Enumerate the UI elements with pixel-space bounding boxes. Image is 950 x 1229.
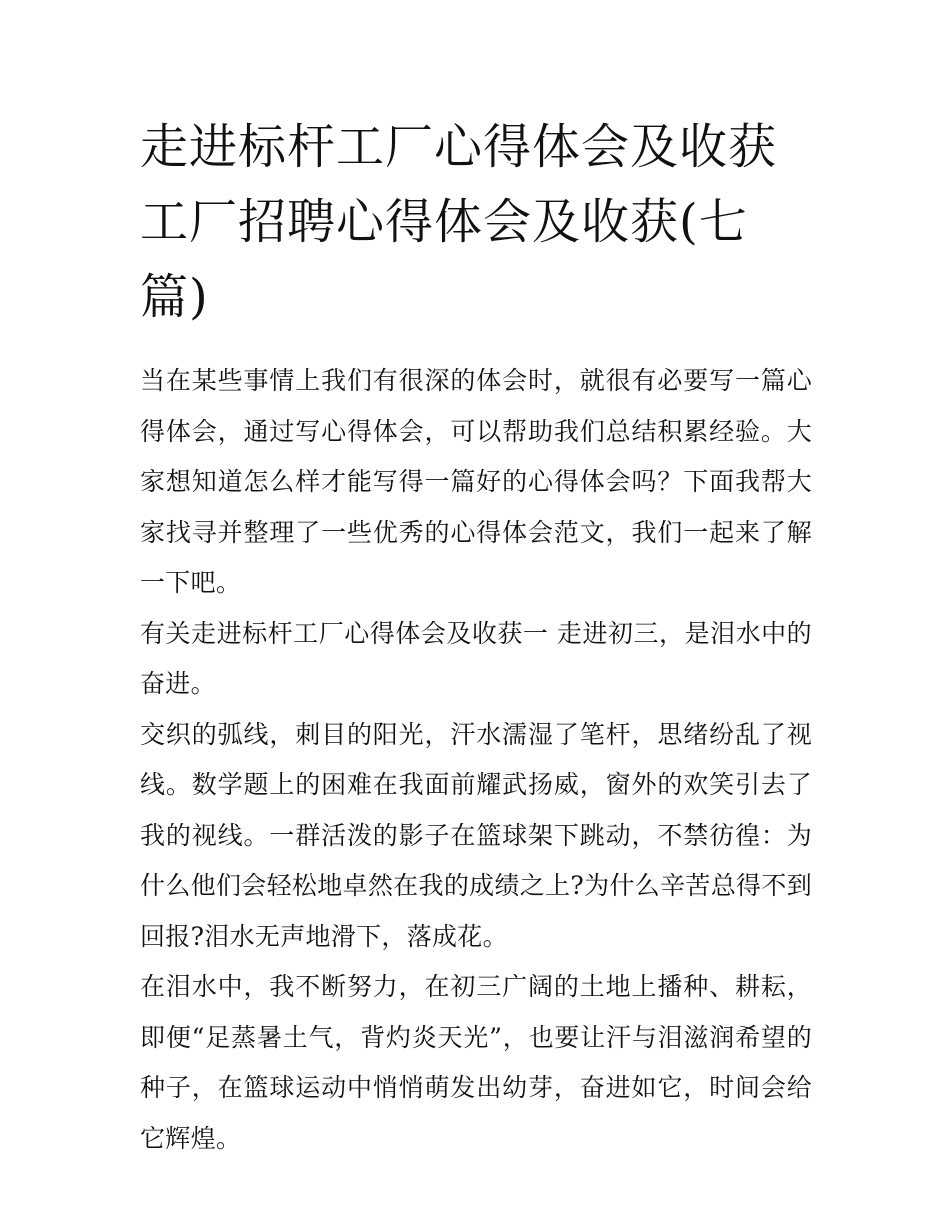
paragraph-section-one: 有关走进标杆工厂心得体会及收获一 走进初三，是泪水中的奋进。 (140, 618, 812, 698)
paragraph-arcs: 交织的弧线，刺目的阳光，汗水濡湿了笔杆，思绪纷乱了视线。数学题上的困难在我面前耀武扬威，窗外的欢笑引去了我的视线。一群活泼的影子在篮球架下跳动，不禁彷徨：为什么他们会轻松地卓然在我的成绩之上?为什么辛苦总得不到回报?泪水无声地滑下，落成花。 (140, 719, 812, 951)
paragraph-intro: 当在某些事情上我们有很深的体会时，就很有必要写一篇心得体会，通过写心得体会，可以帮助我们总结积累经验。大家想知道怎么样才能写得一篇好的心得体会吗？下面我帮大家找寻并整理了一些优秀的心得体会范文，我们一起来了解一下吧。 (140, 366, 812, 597)
paragraph-tears: 在泪水中，我不断努力，在初三广阔的土地上播种、耕耘，即便“足蒸暑土气，背灼炎天光”，也要让汗与泪滋润希望的种子，在篮球运动中悄悄萌发出幼芽，奋进如它，时间会给它辉煌。 (140, 972, 812, 1153)
document-title: 走进标杆工厂心得体会及收获 工厂招聘心得体会及收获(七篇) (140, 119, 778, 325)
document-page (140, 110, 812, 1164)
